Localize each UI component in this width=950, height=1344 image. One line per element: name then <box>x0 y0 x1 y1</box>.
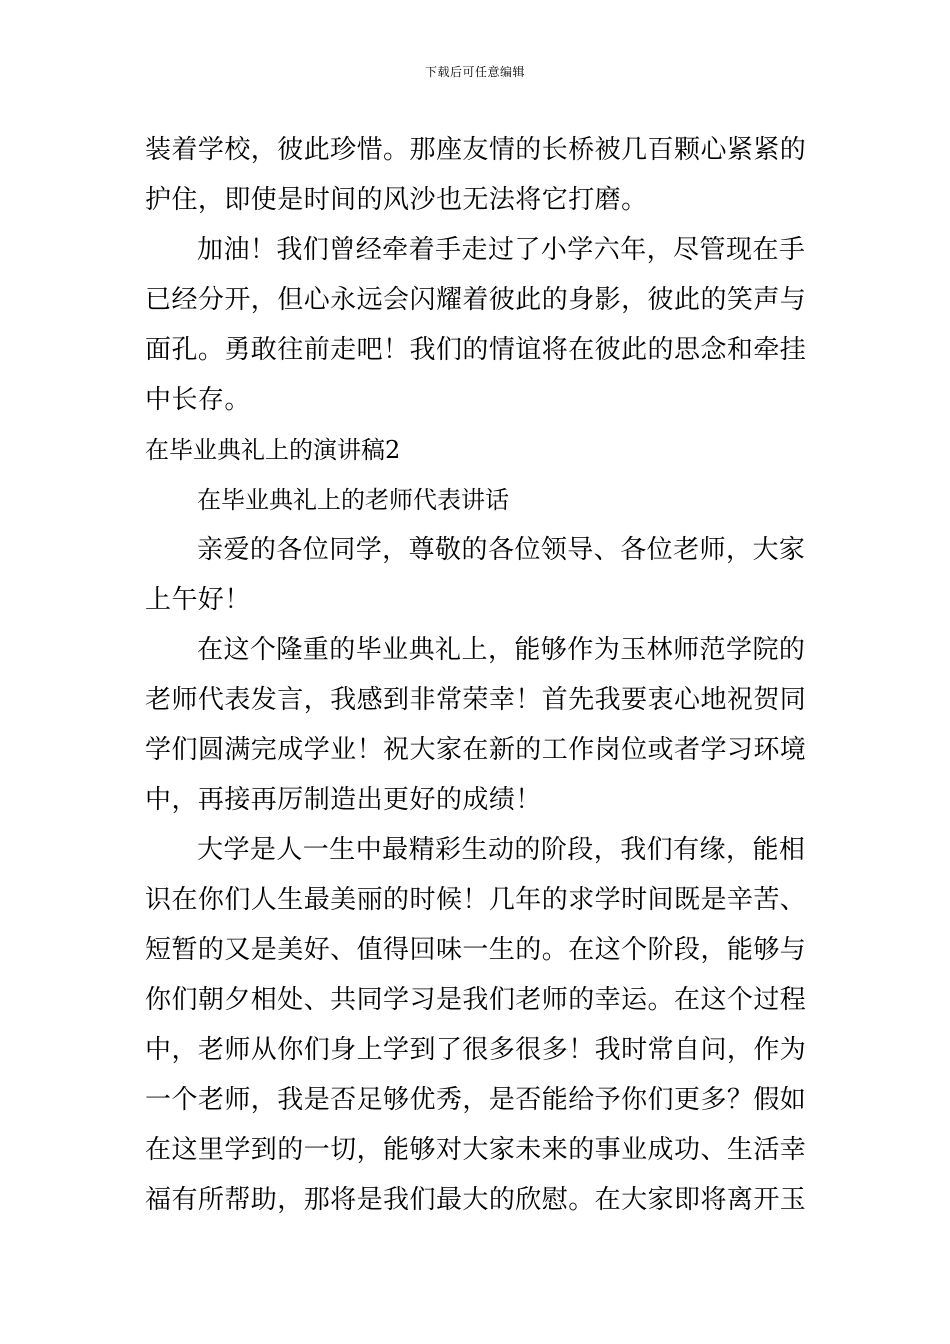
text-line: 一个老师，我是否足够优秀，是否能给予你们更多？假如 <box>145 1085 807 1115</box>
text-line: 识在你们人生最美丽的时候！几年的求学时间既是辛苦、 <box>145 885 807 915</box>
text-line: 装着学校，彼此珍惜。那座友情的长桥被几百颗心紧紧的 <box>145 135 807 165</box>
speech-title: 在毕业典礼上的老师代表讲话 <box>197 486 509 514</box>
text-line: 在这里学到的一切，能够对大家未来的事业成功、生活幸 <box>145 1135 807 1165</box>
text-line: 面孔。勇敢往前走吧！我们的情谊将在彼此的思念和牵挂 <box>145 335 807 365</box>
text-line: 在这个隆重的毕业典礼上，能够作为玉林师范学院的 <box>197 635 806 665</box>
text-line: 亲爱的各位同学，尊敬的各位领导、各位老师，大家 <box>197 535 806 565</box>
text-line: 中长存。 <box>145 385 251 415</box>
text-line: 你们朝夕相处、共同学习是我们老师的幸运。在这个过程 <box>145 985 807 1015</box>
text-line: 中，老师从你们身上学到了很多很多！我时常自问，作为 <box>145 1035 807 1065</box>
text-line: 护住，即使是时间的风沙也无法将它打磨。 <box>145 185 648 215</box>
text-line: 大学是人一生中最精彩生动的阶段，我们有缘，能相 <box>197 835 806 865</box>
text-line: 上午好！ <box>145 585 251 615</box>
text-line: 中，再接再厉制造出更好的成绩！ <box>145 785 542 815</box>
text-line: 加油！我们曾经牵着手走过了小学六年，尽管现在手 <box>197 235 806 265</box>
section-heading: 在毕业典礼上的演讲稿2 <box>145 436 401 464</box>
page-header: 下载后可任意编辑 <box>424 65 525 79</box>
document-body <box>145 125 807 1225</box>
text-line: 学们圆满完成学业！祝大家在新的工作岗位或者学习环境 <box>145 735 807 765</box>
text-line: 福有所帮助，那将是我们最大的欣慰。在大家即将离开玉 <box>145 1185 807 1215</box>
text-line: 短暂的又是美好、值得回味一生的。在这个阶段，能够与 <box>145 935 807 965</box>
text-line: 已经分开，但心永远会闪耀着彼此的身影，彼此的笑声与 <box>145 285 807 315</box>
text-line: 老师代表发言，我感到非常荣幸！首先我要衷心地祝贺同 <box>145 685 807 715</box>
